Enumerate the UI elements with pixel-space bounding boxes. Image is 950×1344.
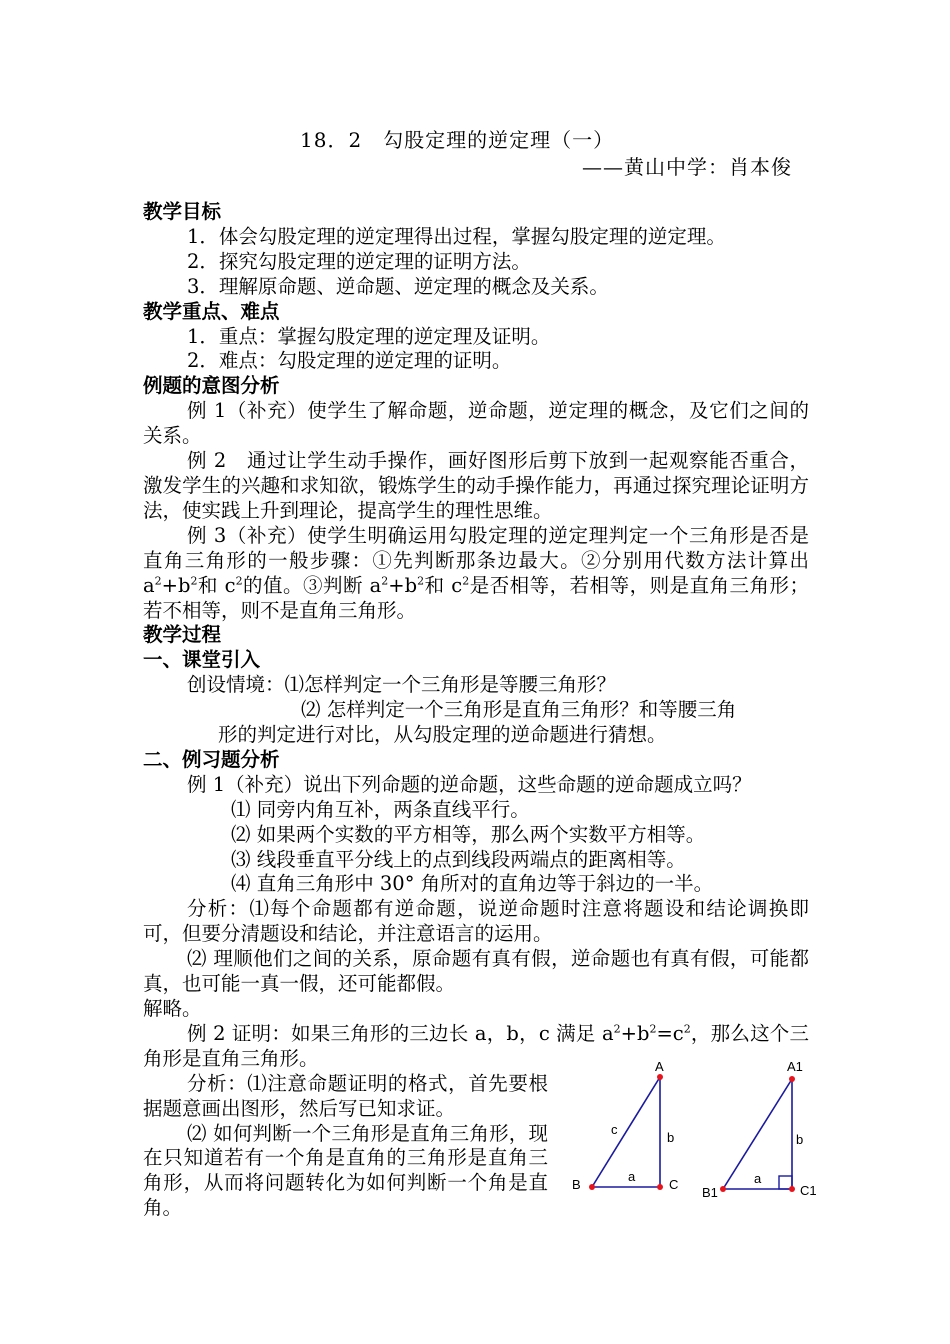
document-title: 18．2 勾股定理的逆定理（一） — [300, 128, 615, 152]
text-run: +b — [388, 573, 418, 597]
superscript: 2 — [190, 574, 198, 588]
text-run: 和 c — [197, 573, 236, 597]
superscript: 2 — [462, 574, 470, 588]
label-side-c: c — [611, 1122, 618, 1137]
section-heading-examples: 二、例习题分析 — [143, 747, 280, 771]
text-run: +b — [620, 1021, 650, 1045]
point-a1 — [789, 1076, 795, 1082]
section-heading-goals: 教学目标 — [143, 200, 222, 223]
side-c — [592, 1077, 660, 1187]
example-1-analysis-1: 分析：⑴每个命题都有逆命题，说逆命题时注意将题设和结论调换即可，但要分清题设和结论，并注意语言的运用。 — [143, 897, 809, 946]
label-c-vertex: C — [669, 1177, 679, 1192]
label-side-b: b — [667, 1130, 675, 1145]
text-run: ，那么这个三角形是直角三角形。 — [143, 1021, 809, 1070]
point-c1 — [789, 1186, 795, 1192]
example-1-item: ⑵ 如果两个实数的平方相等，那么两个实数平方相等。 — [231, 822, 706, 846]
section-heading-intro: 一、课堂引入 — [143, 648, 261, 672]
example-2-analysis-1: 分析：⑴注意命题证明的格式，首先要根据题意画出图形，然后写已知求证。 — [143, 1071, 548, 1120]
intent-paragraph-3 — [143, 524, 809, 624]
point-b1 — [720, 1186, 726, 1192]
superscript: 2 — [613, 1022, 621, 1036]
superscript: 2 — [381, 574, 389, 588]
goal-item: 1．体会勾股定理的逆定理得出过程，掌握勾股定理的逆定理。 — [187, 224, 726, 248]
point-a — [657, 1074, 663, 1080]
section-heading-key-points: 教学重点、难点 — [143, 299, 280, 323]
text-run: 例 3（补充）使学生明确运用勾股定理的逆定理判定一个三角形是否是直角三角形的一般步骤：①先判断那条边最大。②分别用代数方法计算出 a — [143, 523, 809, 597]
triangle-figure — [560, 1050, 860, 1210]
text-run: 和 c — [424, 573, 463, 597]
text-run: 例 2 证明：如果三角形的三边长 a，b，c 满足 a — [187, 1021, 614, 1045]
superscript: 2 — [154, 574, 162, 588]
example-1-solution: 解略。 — [143, 997, 202, 1020]
text-run: =c — [656, 1021, 684, 1045]
superscript: 2 — [683, 1022, 691, 1036]
intro-line-2: ⑵ 怎样判定一个三角形是直角三角形？和等腰三角 — [301, 698, 737, 722]
superscript: 2 — [235, 574, 243, 588]
label-b-vertex: B — [572, 1177, 581, 1192]
label-side-a1: a — [754, 1171, 762, 1186]
label-a1-vertex: A1 — [787, 1059, 803, 1074]
section-heading-process: 教学过程 — [143, 623, 222, 647]
section-heading-intent: 例题的意图分析 — [143, 374, 280, 398]
intro-line-1: 创设情境：⑴怎样判定一个三角形是等腰三角形？ — [187, 673, 617, 697]
triangle-abc — [572, 1059, 678, 1192]
document-author: ——黄山中学：肖本俊 — [582, 155, 792, 179]
example-1-item: ⑶ 线段垂直平分线上的点到线段两端点的距离相等。 — [231, 847, 686, 871]
text-run: +b — [161, 573, 191, 597]
key-point-item: 2．难点：勾股定理的逆定理的证明。 — [187, 349, 512, 373]
goal-item: 3．理解原命题、逆命题、逆定理的概念及关系。 — [187, 274, 609, 298]
point-c — [657, 1184, 663, 1190]
label-b1-vertex: B1 — [702, 1185, 718, 1200]
intent-paragraph-2: 例 2 通过让学生动手操作，画好图形后剪下放到一起观察能否重合，激发学生的兴趣和求知欲，锻炼学生的动手操作能力，再通过探究理论证明方法，使实践上升到理论，提高学生的理性思维。 — [143, 449, 809, 522]
text-run: 是否相等，若相等，则是直角三角形；若不相等，则不是直角三角形。 — [143, 573, 810, 622]
label-a-vertex: A — [655, 1059, 664, 1074]
example-2-analysis-2: ⑵ 如何判断一个三角形是直角三角形，现在只知道若有一个角是直角的三角形是直角三角形，从而将问题转化为如何判断一个角是直角。 — [143, 1121, 548, 1220]
label-side-a: a — [628, 1169, 636, 1184]
label-side-b1: b — [796, 1132, 804, 1147]
text-run: 的值。③判断 a — [242, 573, 382, 597]
intent-paragraph-1: 例 1（补充）使学生了解命题，逆命题，逆定理的概念，及它们之间的关系。 — [143, 399, 809, 448]
superscript: 2 — [417, 574, 425, 588]
point-b — [589, 1184, 595, 1190]
goal-item: 2．探究勾股定理的逆定理的证明方法。 — [187, 249, 531, 273]
example-1-item: ⑷ 直角三角形中 30° 角所对的直角边等于斜边的一半。 — [231, 872, 714, 896]
intro-line-3: 形的判定进行对比，从勾股定理的逆命题进行猜想。 — [218, 723, 667, 747]
superscript: 2 — [649, 1022, 657, 1036]
example-1-analysis-2: ⑵ 理顺他们之间的关系，原命题有真有假，逆命题也有真有假，可能都真，也可能一真一假，还可能都假。 — [143, 947, 809, 996]
triangle-a1b1c1 — [702, 1059, 817, 1200]
label-c1-vertex: C1 — [800, 1183, 817, 1198]
example-1-item: ⑴ 同旁内角互补，两条直线平行。 — [231, 797, 530, 821]
example-1-question: 例 1（补充）说出下列命题的逆命题，这些命题的逆命题成立吗？ — [187, 772, 752, 796]
key-point-item: 1．重点：掌握勾股定理的逆定理及证明。 — [187, 324, 551, 348]
